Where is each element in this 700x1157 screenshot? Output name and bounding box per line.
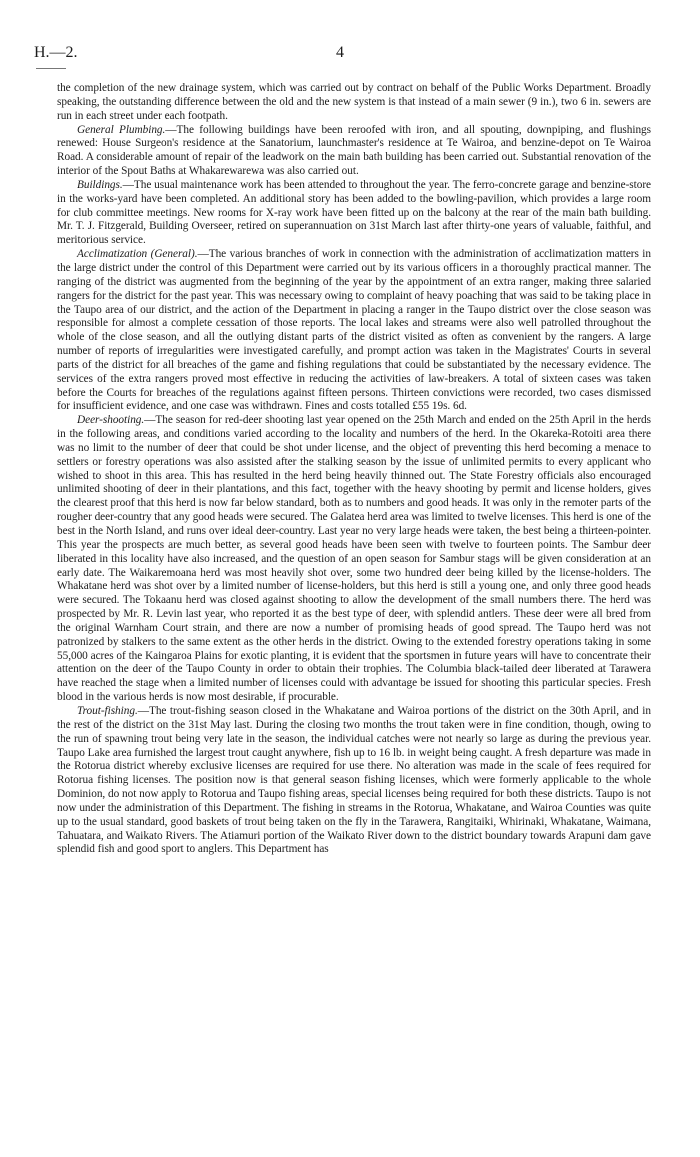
paragraph-heading: General Plumbing. bbox=[77, 123, 166, 136]
header-rule bbox=[36, 68, 66, 69]
paragraph-acclimatization bbox=[57, 248, 651, 414]
paragraph-text: —The season for red-deer shooting last year opened on the 25th March and ended on the 25th April in the herds in the following areas, and conditions varied according to the locality and numbers of the herd. In the Okareka-Rotoiti area there was no limit to the number of deer that could be shot under license, and the object of preventing this herd becoming a menace to settlers or forestry operations was also assisted after the stalking season by the issue of unlimited permits to every applicant who wished to shoot in this area. This has resulted in the herd being heavily thinned out. The State Forestry officials also encouraged unlimited shooting of deer in their plantations, and this fact, together with the heavy shooting by permit and license holders, gives the clearest proof that this herd is now far below standard, both as to numbers and good heads. It was only in the remoter parts of the rougher deer-country that any good heads were secured. The Galatea herd area was limited to twelve licenses. This herd is one of the best in the North Island, and runs over ideal deer-country. Last year no very large heads were taken, the best being a thirteen-pointer. This year the prospects are much better, as several good heads have been seen with twelve to fourteen points. The Sambur deer liberated in this locality have also increased, and the question of an open season for Sambur stags will be given consideration at an early date. The Waikaremoana herd was most heavily shot over, some two hundred deer being killed by the license-holders. The Whakatane herd was shot over by a limited number of license-holders, but this herd is still a young one, and only three good heads were secured. The Tokaanu herd was closed against shooting to allow the development of the small numbers there. The herd was prospected by Mr. R. Levin last year, who reported it as the best type of deer, with splendid antlers. These deer were all bred from the original Warnham Court strain, and there are now a number of promising heads of good spread. The Taupo herd was not patronized by stalkers to the same extent as the other herds in the district. Owing to the extended forestry operations taking in some 55,000 acres of the Kaingaroa Plains for exotic planting, it is evident that the sportsmen in future years will have to concentrate their attention on the deer of the Taupo County in order to obtain their trophies. The Columbia black-tailed deer liberated at Tarawera have reached the stage when a limited number of licenses could with advantage be issued for shooting this particular species. Fresh blood in the various herds is now most desirable, if procurable. bbox=[57, 414, 651, 704]
paragraph-text: —The following buildings have been reroofed with iron, and all spouting, downpiping, and flushings renewed: House Surgeon's residence at the Sanatorium, launchmaster's residence at Te Wairoa, and benzine-depot on Te Wairoa Road. A considerable amount of repair of the leadwork on the main bath building has been carried out. Substantial renovation of the interior of the Spout Baths at Whakarewarewa was also carried out. bbox=[57, 123, 651, 178]
paragraph-drainage bbox=[57, 82, 651, 124]
report-body bbox=[57, 82, 651, 857]
paragraph-buildings bbox=[57, 179, 651, 248]
paragraph-heading: Trout-fishing. bbox=[77, 704, 138, 717]
paragraph-text: —The trout-fishing season closed in the Whakatane and Wairoa portions of the district on the 30th April, and in the rest of the district on the 31st May last. During the closing two months the trout taken were in fine condition, though, owing to the run of spawning trout being very late in the season, the individual catches were not nearly so large as during the previous year. Taupo Lake area furnished the largest trout caught anywhere, fish up to 16 lb. in weight being caught. A fresh departure was made in the Rotorua district whereby exclusive licenses are required for use there. No alteration was made in the scale of fees required for Rotorua fishing licenses. The position now is that general season fishing licenses, which were formerly applicable to the whole Dominion, do not now apply to Rotorua and Taupo fishing areas, special licenses being required for both these districts. Taupo is not now under the administration of this Department. The fishing in streams in the Rotorua, Whakatane, and Wairoa Counties was quite up to the usual standard, good baskets of trout being taken on the fly in the Tarawera, Rangitaiki, Whirinaki, Whakatane, Waimana, Tahuatara, and Waikato Rivers. The Atiamuri portion of the Waikato River down to the district boundary towards Arapuni dam gave splendid fish and good sport to anglers. This Department has bbox=[57, 704, 651, 856]
paragraph-general-plumbing bbox=[57, 124, 651, 179]
paragraph-deer-shooting bbox=[57, 414, 651, 705]
paragraph-text: the completion of the new drainage system, which was carried out by contract on behalf of the Public Works Department. Broadly speaking, the outstanding difference between the old and the new system is that instead of a main sewer (9 in.), two 6 in. sewers are run in each street under each footpath. bbox=[57, 82, 651, 122]
page-number: 4 bbox=[336, 44, 344, 61]
paragraph-heading: Acclimatization (General). bbox=[77, 248, 198, 261]
paragraph-heading: Buildings. bbox=[77, 178, 123, 191]
document-reference: H.—2. bbox=[34, 44, 78, 61]
paragraph-trout-fishing bbox=[57, 705, 651, 857]
paragraph-text: —The usual maintenance work has been attended to throughout the year. The ferro-concrete garage and benzine-store in the works-yard have been completed. An additional story has been added to the bowling-pavilion, which provides a large room for club committee meetings. New rooms for X-ray work have been fitted up on the balcony at the rear of the main bath building. Mr. T. J. Fitzgerald, Building Overseer, retired on superannuation on 31st March last after thirty-one years of valuable, faithful, and meritorious service. bbox=[57, 178, 651, 247]
paragraph-heading: Deer-shooting. bbox=[77, 414, 145, 427]
page-header bbox=[0, 44, 700, 68]
paragraph-text: —The various branches of work in connection with the administration of acclimatization matters in the large district under the control of this Department were carried out by its various officers in a thoroughly practical manner. The ranging of the district was augmented from the beginning of the year by the appointment of an extra ranger, making three salaried rangers for the district for the past year. This was necessary owing to complaint of heavy poaching that was said to be taking place in the Taupo area of our district, and the action of the Department in placing a ranger in the Taupo district over the close season was responsible for almost a complete cessation of those reports. The local lakes and streams were also well patrolled throughout the whole of the close season, and all the outlying distant parts of the district visited as often as convenient by the rangers. A large number of reports of irregularities were investigated carefully, and prompt action was taken in the Magistrates' Courts in several parts of the district for all breaches of the game and fishing regulations that could be substantiated by the necessary evidence. The services of the extra rangers proved most effective in reducing the activities of law-breakers. A total of sixteen cases was taken before the Courts for breaches of the regulations against fifteen persons. Thirteen convictions were recorded, two cases dismissed for insufficient evidence, and one case was withdrawn. Fines and costs totalled £55 19s. 6d. bbox=[57, 248, 651, 413]
